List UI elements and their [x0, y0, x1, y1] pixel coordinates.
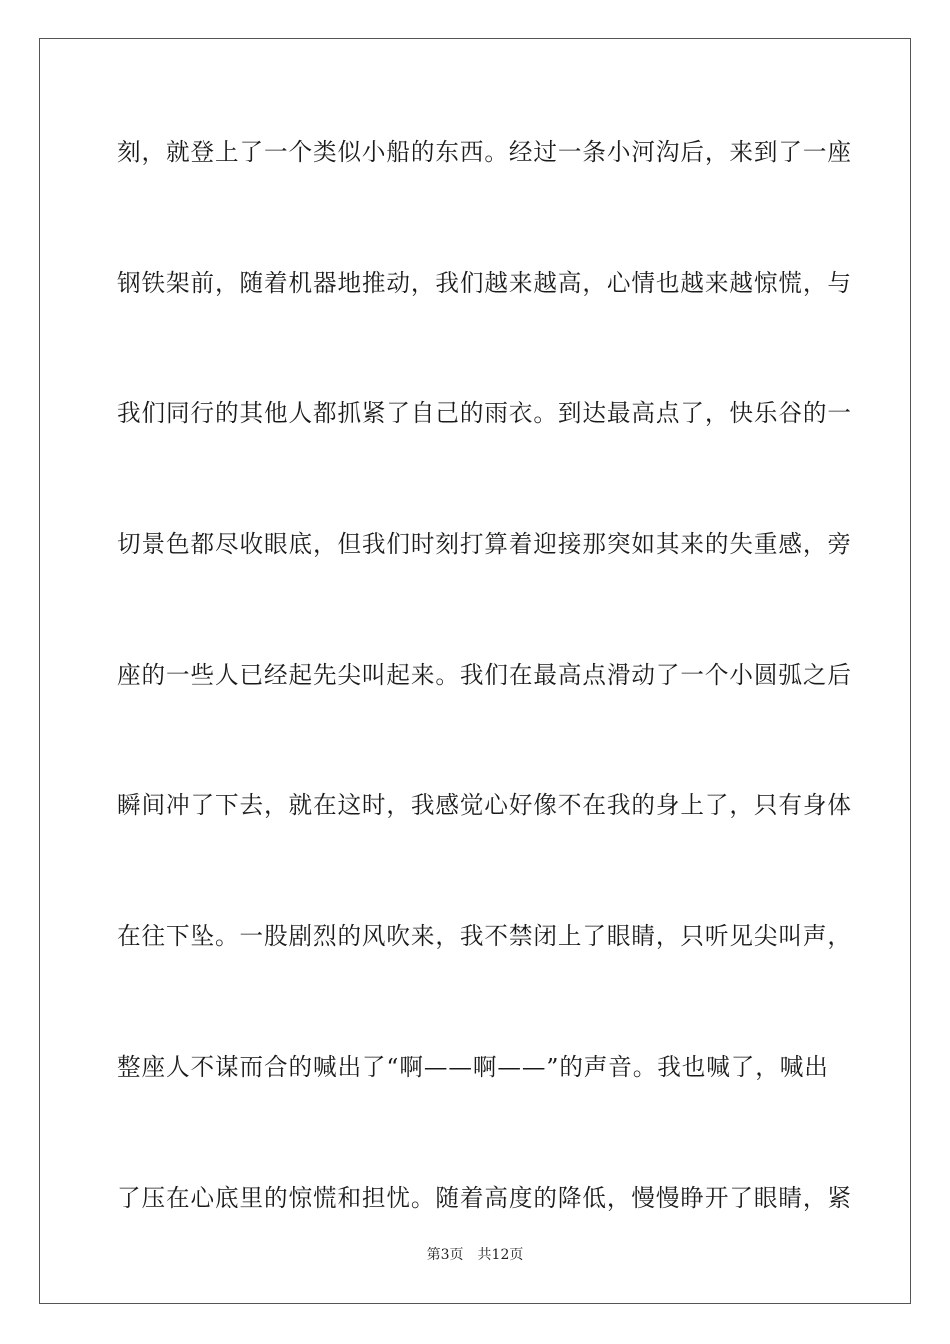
page-footer	[0, 1244, 950, 1264]
text-line: 了压在心底里的惊慌和担忧。随着高度的降低，慢慢睁开了眼睛，紧	[117, 1183, 852, 1212]
text-line: 瞬间冲了下去，就在这时，我感觉心好像不在我的身上了，只有身体	[117, 791, 852, 820]
text-line: 刻，就登上了一个类似小船的东西。经过一条小河沟后，来到了一座	[117, 138, 852, 166]
document-body	[117, 123, 852, 1299]
text-line: 钢铁架前，随着机器地推动，我们越来越高，心情也越来越惊慌，与	[117, 268, 852, 297]
page-total: 共12页	[477, 1247, 524, 1263]
text-line: 切景色都尽收眼底，但我们时刻打算着迎接那突如其来的失重感，旁	[117, 530, 852, 559]
text-line: 整座人不谋而合的喊出了“啊——啊——”的声音。我也喊了，喊出	[117, 1052, 829, 1081]
text-line: 座的一些人已经起先尖叫起来。我们在最高点滑动了一个小圆弧之后	[117, 660, 852, 689]
text-line: 我们同行的其他人都抓紧了自己的雨衣。到达最高点了，快乐谷的一	[117, 399, 852, 428]
text-line: 在往下坠。一股剧烈的风吹来，我不禁闭上了眼睛，只听见尖叫声，	[117, 922, 852, 951]
page-number: 第3页	[426, 1247, 464, 1263]
